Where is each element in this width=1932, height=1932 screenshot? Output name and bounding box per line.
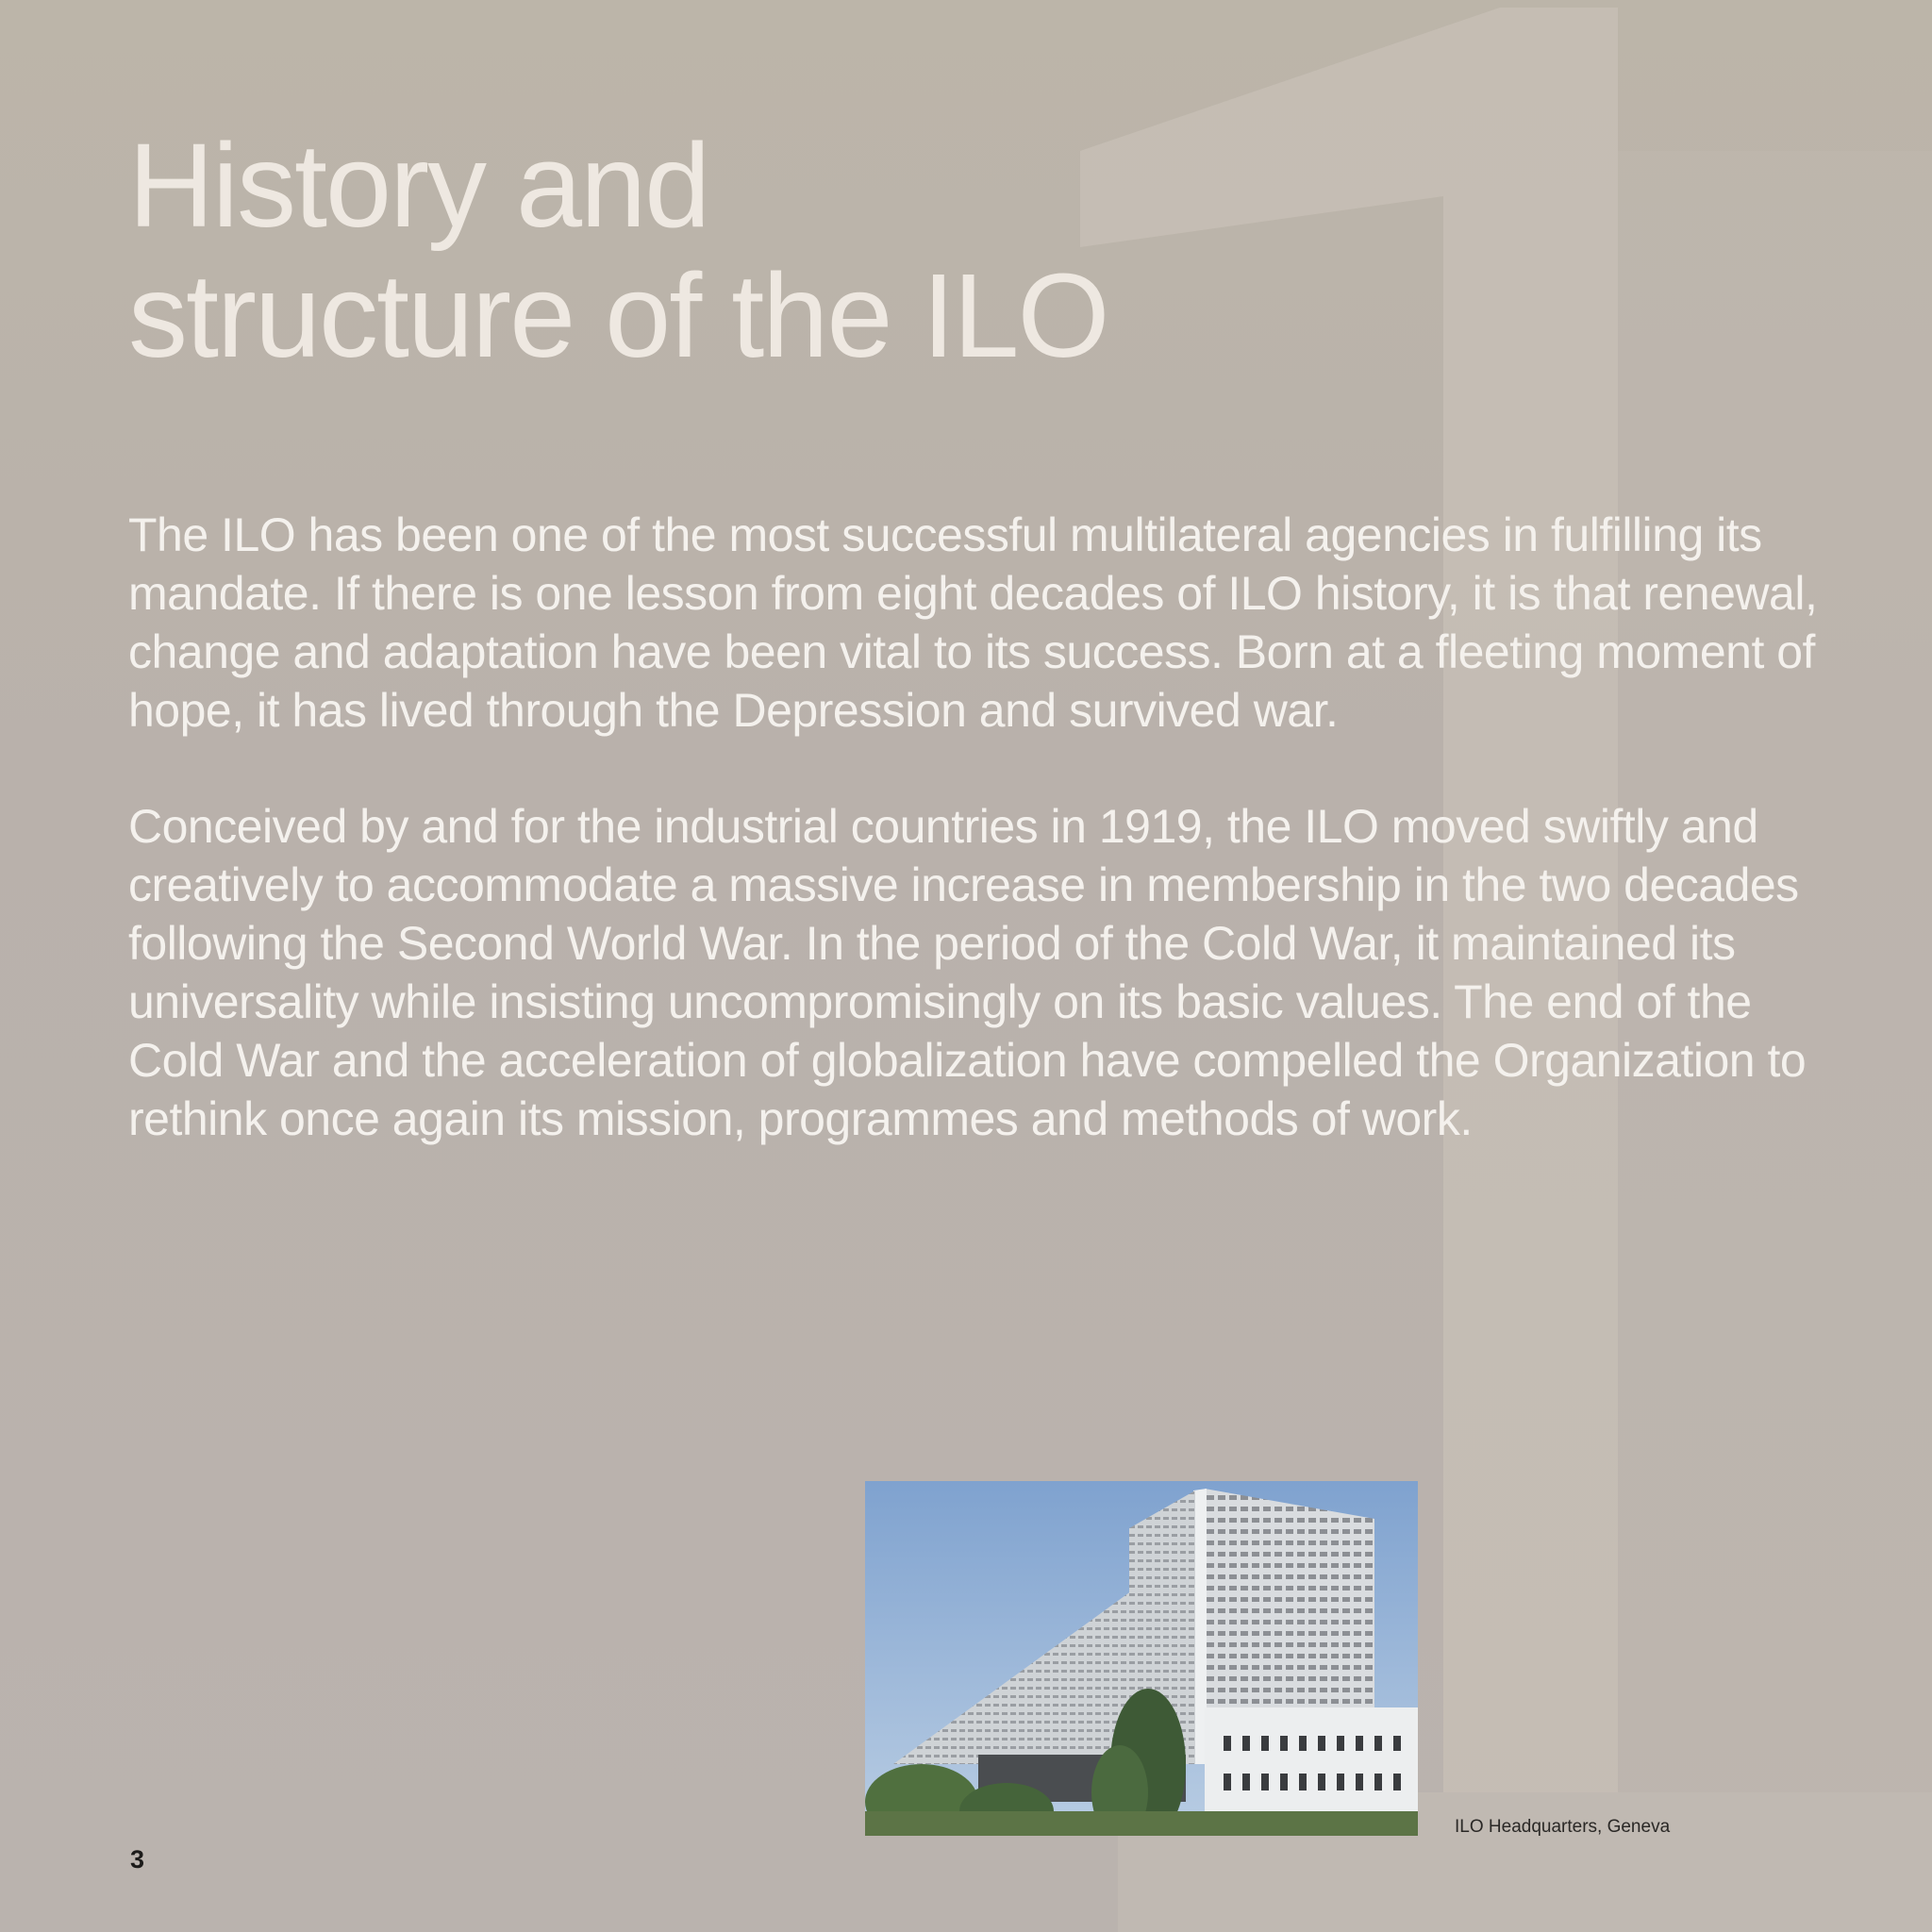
ilo-headquarters-photo	[865, 1481, 1418, 1836]
history-paragraph: Conceived by and for the industrial countries in 1919, the ILO moved swiftly and creatively to accommodate a massive increase in membership in the two decades following the Second World War. In the period of the Cold War, it maintained its universality while insisting uncompromisingly on its basic values. The end of the Cold War and the acceleration of globalization have compelled the Organization to rethink once again its mission, programmes and methods of work.	[128, 800, 1807, 1145]
page-title	[128, 121, 1543, 381]
photo-caption: ILO Headquarters, Geneva	[1455, 1817, 1671, 1837]
page-number: 3	[130, 1845, 145, 1874]
title-line-1: History and	[128, 119, 709, 252]
title-line-2: structure of the ILO	[128, 249, 1108, 382]
intro-paragraph: The ILO has been one of the most successful multilateral agencies in fulfilling its mandate. If there is one lesson from eight decades of ILO history, it is that renewal, change and adaptation have been vital to its success. Born at a fleeting moment of hope, it has lived through the Depression and survived war.	[128, 508, 1818, 737]
